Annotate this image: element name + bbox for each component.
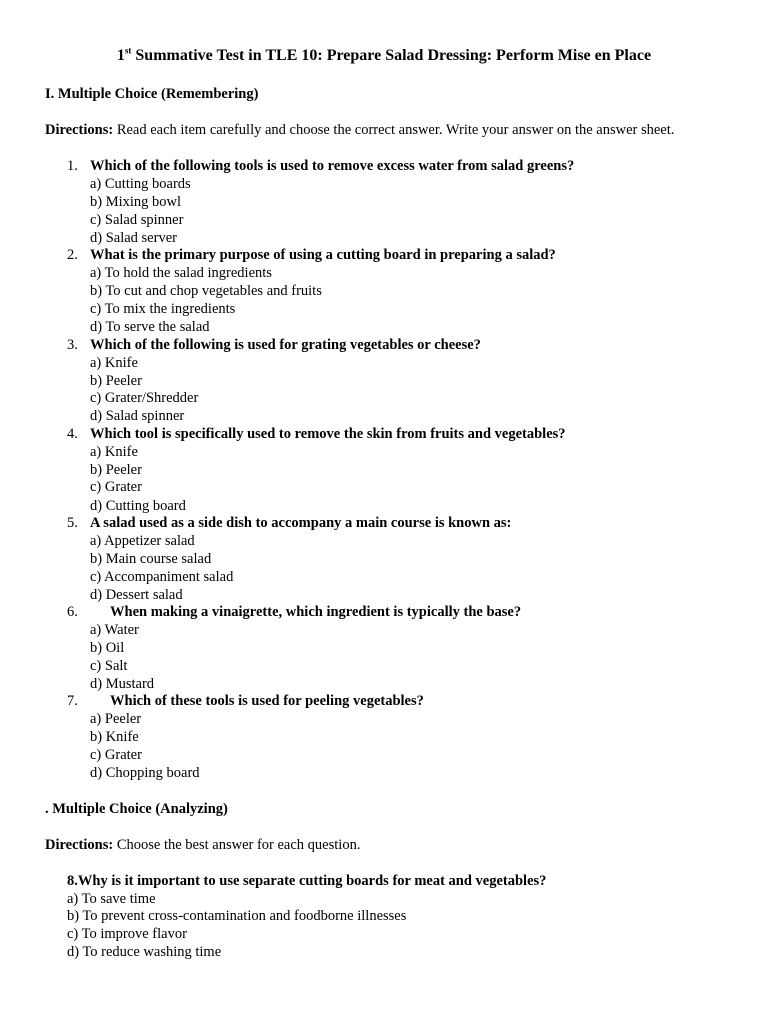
question-text: A salad used as a side dish to accompany a main course is known as:	[90, 515, 512, 531]
answer-option: c) Salad spinner	[90, 212, 184, 228]
answer-option: b) To cut and chop vegetables and fruits	[90, 283, 322, 299]
answer-option: d) Dessert salad	[90, 587, 183, 603]
question-number: 1.	[67, 158, 78, 174]
page-title	[0, 44, 768, 68]
answer-option: d) Chopping board	[90, 765, 200, 781]
section2-heading: . Multiple Choice (Analyzing)	[45, 801, 228, 817]
question-text: Which of these tools is used for peeling vegetables?	[110, 693, 424, 709]
title-superscript: st	[124, 45, 132, 56]
section1-directions	[45, 121, 674, 139]
question-text: 8.Why is it important to use separate cutting boards for meat and vegetables?	[67, 873, 547, 889]
question-number: 4.	[67, 426, 78, 442]
answer-option: a) Peeler	[90, 711, 142, 727]
answer-option: b) Main course salad	[90, 551, 212, 567]
answer-option: d) Salad server	[90, 230, 177, 246]
answer-option: c) To mix the ingredients	[90, 301, 236, 317]
directions-label: Directions:	[45, 837, 114, 853]
question-text: When making a vinaigrette, which ingredient is typically the base?	[110, 604, 522, 620]
answer-option: d) To serve the salad	[90, 319, 210, 335]
answer-option: c) Grater	[90, 479, 142, 495]
answer-option: c) To improve flavor	[67, 926, 187, 942]
answer-option: c) Salt	[90, 658, 128, 674]
answer-option: a) Knife	[90, 444, 138, 460]
title-text: Summative Test in TLE 10: Prepare Salad Dressing: Perform Mise en Place	[131, 47, 652, 64]
title-prefix: 1	[116, 47, 125, 64]
question-number: 6.	[67, 604, 78, 620]
answer-option: d) Mustard	[90, 676, 155, 692]
question-number: 2.	[67, 247, 78, 263]
answer-option: a) Knife	[90, 355, 138, 371]
directions-text: Choose the best answer for each question.	[113, 837, 361, 853]
question-text: Which of the following tools is used to remove excess water from salad greens?	[90, 158, 575, 174]
answer-option: b) Peeler	[90, 462, 142, 478]
answer-option: d) Cutting board	[90, 498, 186, 514]
answer-option: a) Appetizer salad	[90, 533, 195, 549]
answer-option: b) To prevent cross-contamination and foodborne illnesses	[67, 908, 407, 924]
answer-option: a) Water	[90, 622, 139, 638]
question-number: 5.	[67, 515, 78, 531]
answer-option: d) To reduce washing time	[67, 944, 222, 960]
question-text: Which tool is specifically used to remove the skin from fruits and vegetables?	[90, 426, 566, 442]
answer-option: a) To hold the salad ingredients	[90, 265, 272, 281]
answer-option: c) Grater/Shredder	[90, 390, 199, 406]
question-number: 7.	[67, 693, 78, 709]
answer-option: b) Peeler	[90, 373, 142, 389]
answer-option: d) Salad spinner	[90, 408, 185, 424]
question-text: Which of the following is used for grating vegetables or cheese?	[90, 337, 481, 353]
answer-option: a) Cutting boards	[90, 176, 191, 192]
answer-option: c) Accompaniment salad	[90, 569, 234, 585]
answer-option: c) Grater	[90, 747, 142, 763]
question-number: 3.	[67, 337, 78, 353]
answer-option: b) Oil	[90, 640, 125, 656]
answer-option: b) Knife	[90, 729, 139, 745]
directions-label: Directions:	[45, 122, 114, 138]
section1-heading: I. Multiple Choice (Remembering)	[45, 86, 259, 102]
section2-directions	[45, 836, 360, 854]
question-text: What is the primary purpose of using a cutting board in preparing a salad?	[90, 247, 556, 263]
answer-option: a) To save time	[67, 891, 156, 907]
directions-text: Read each item carefully and choose the correct answer. Write your answer on the answer sheet.	[113, 122, 675, 138]
answer-option: b) Mixing bowl	[90, 194, 182, 210]
